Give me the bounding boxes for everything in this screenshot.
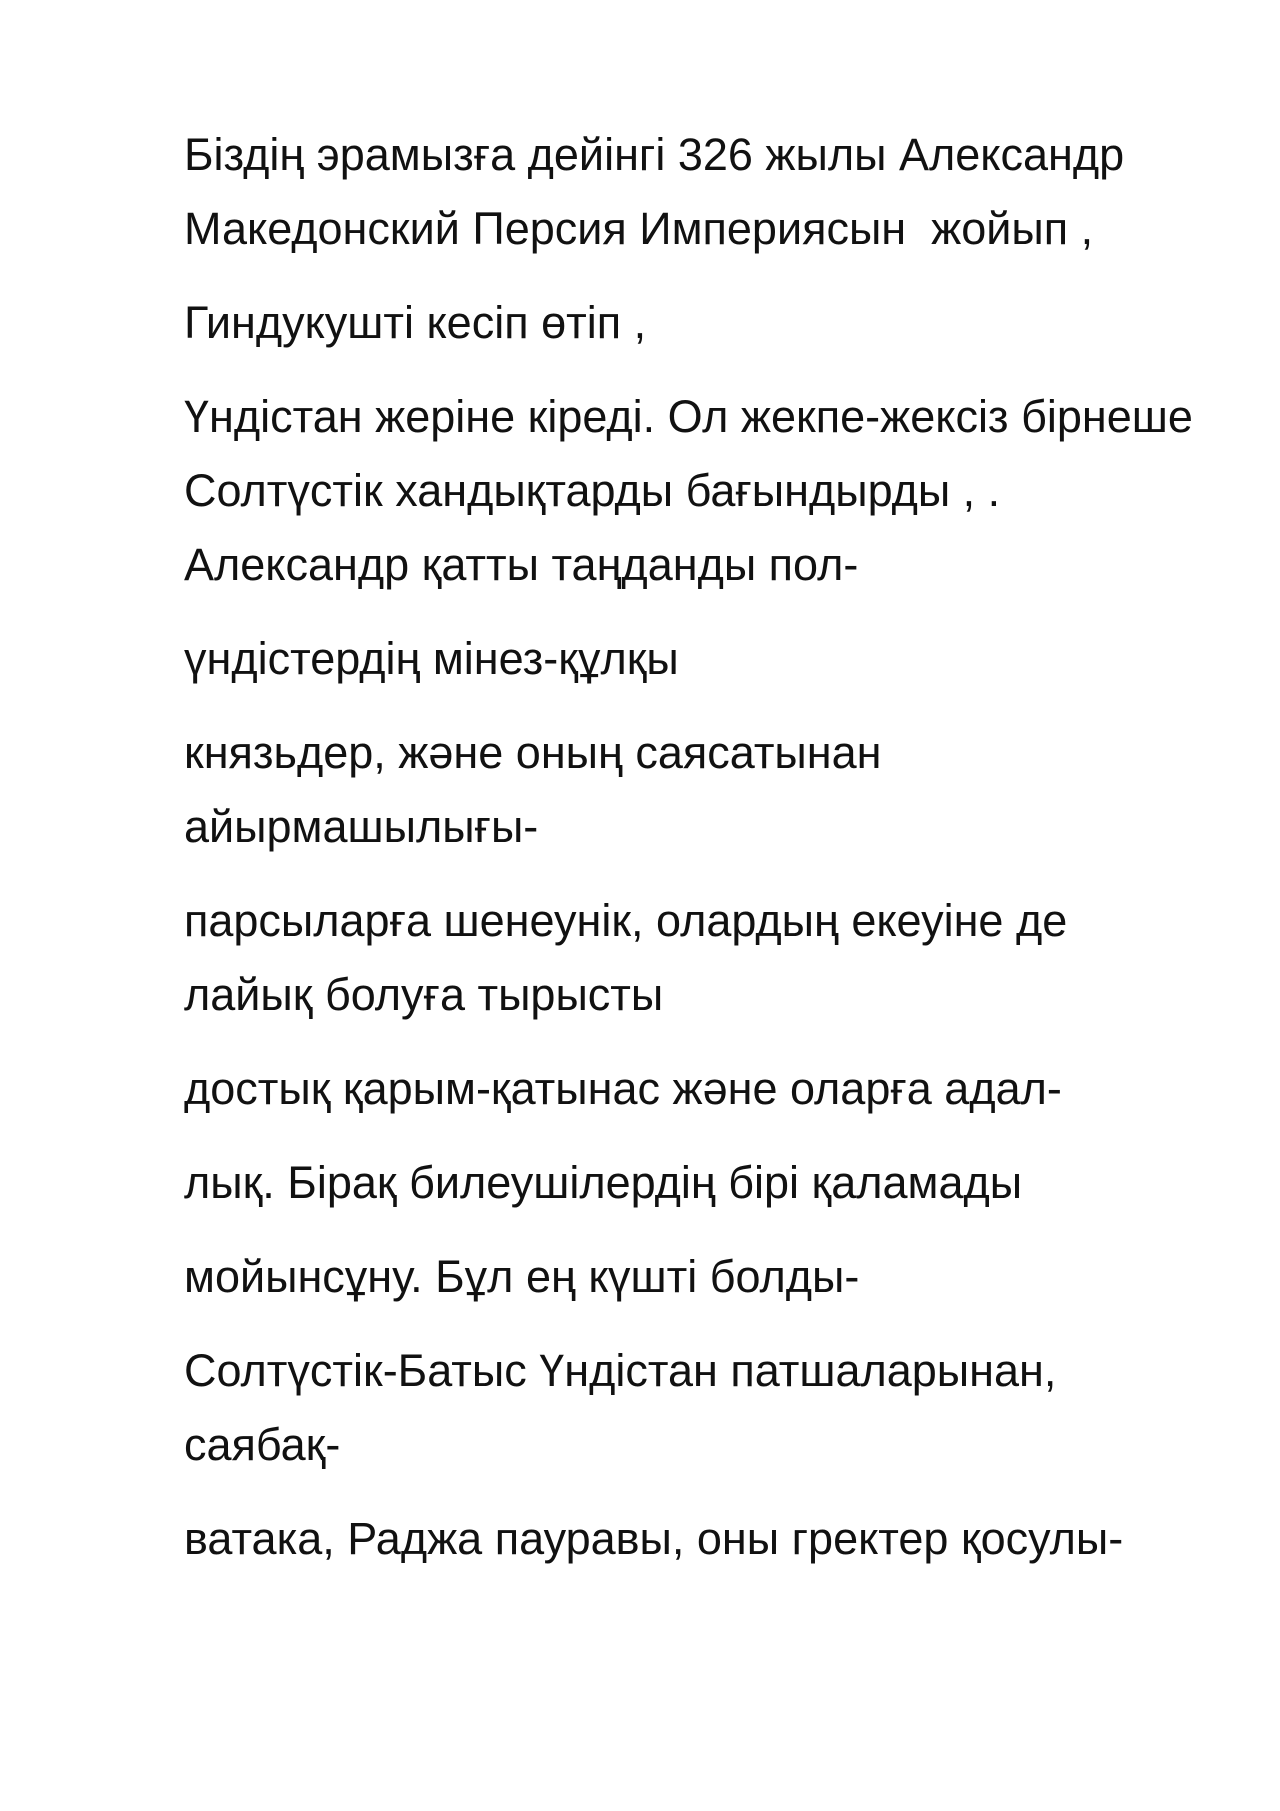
paragraph: лық. Бірақ билеушілердің бірі қаламады [184,1157,1023,1208]
paragraph: ватака, Раджа пауравы, оны гректер қосулы- [184,1513,1124,1564]
paragraph: Солтүстік-Батыс Үндістан патшаларынан, саябақ- [184,1345,1069,1470]
paragraph: Біздің эрамызға дейінгі 326 жылы Александр Македонский Персия Империясын жойып , [184,129,1137,254]
paragraph: князьдер, және оның саясатынан айырмашылығы- [184,727,895,852]
paragraph: достық қарым-қатынас және оларға адал- [184,1063,1062,1114]
paragraph: мойынсұну. Бұл ең күшті болды- [184,1251,860,1302]
paragraph: үндістердің мінез-құлқы [184,633,679,684]
paragraph: Гиндукушті кесіп өтіп , [184,297,647,348]
document-body [184,118,1204,1596]
paragraph: парсыларға шенеунік, олардың екеуіне де лайық болуға тырысты [184,895,1080,1020]
paragraph: Үндістан жеріне кіреді. Ол жекпе-жексіз бірнеше Солтүстік хандықтарды бағындырды , . Александр қатты таңданды пол- [184,391,1206,590]
